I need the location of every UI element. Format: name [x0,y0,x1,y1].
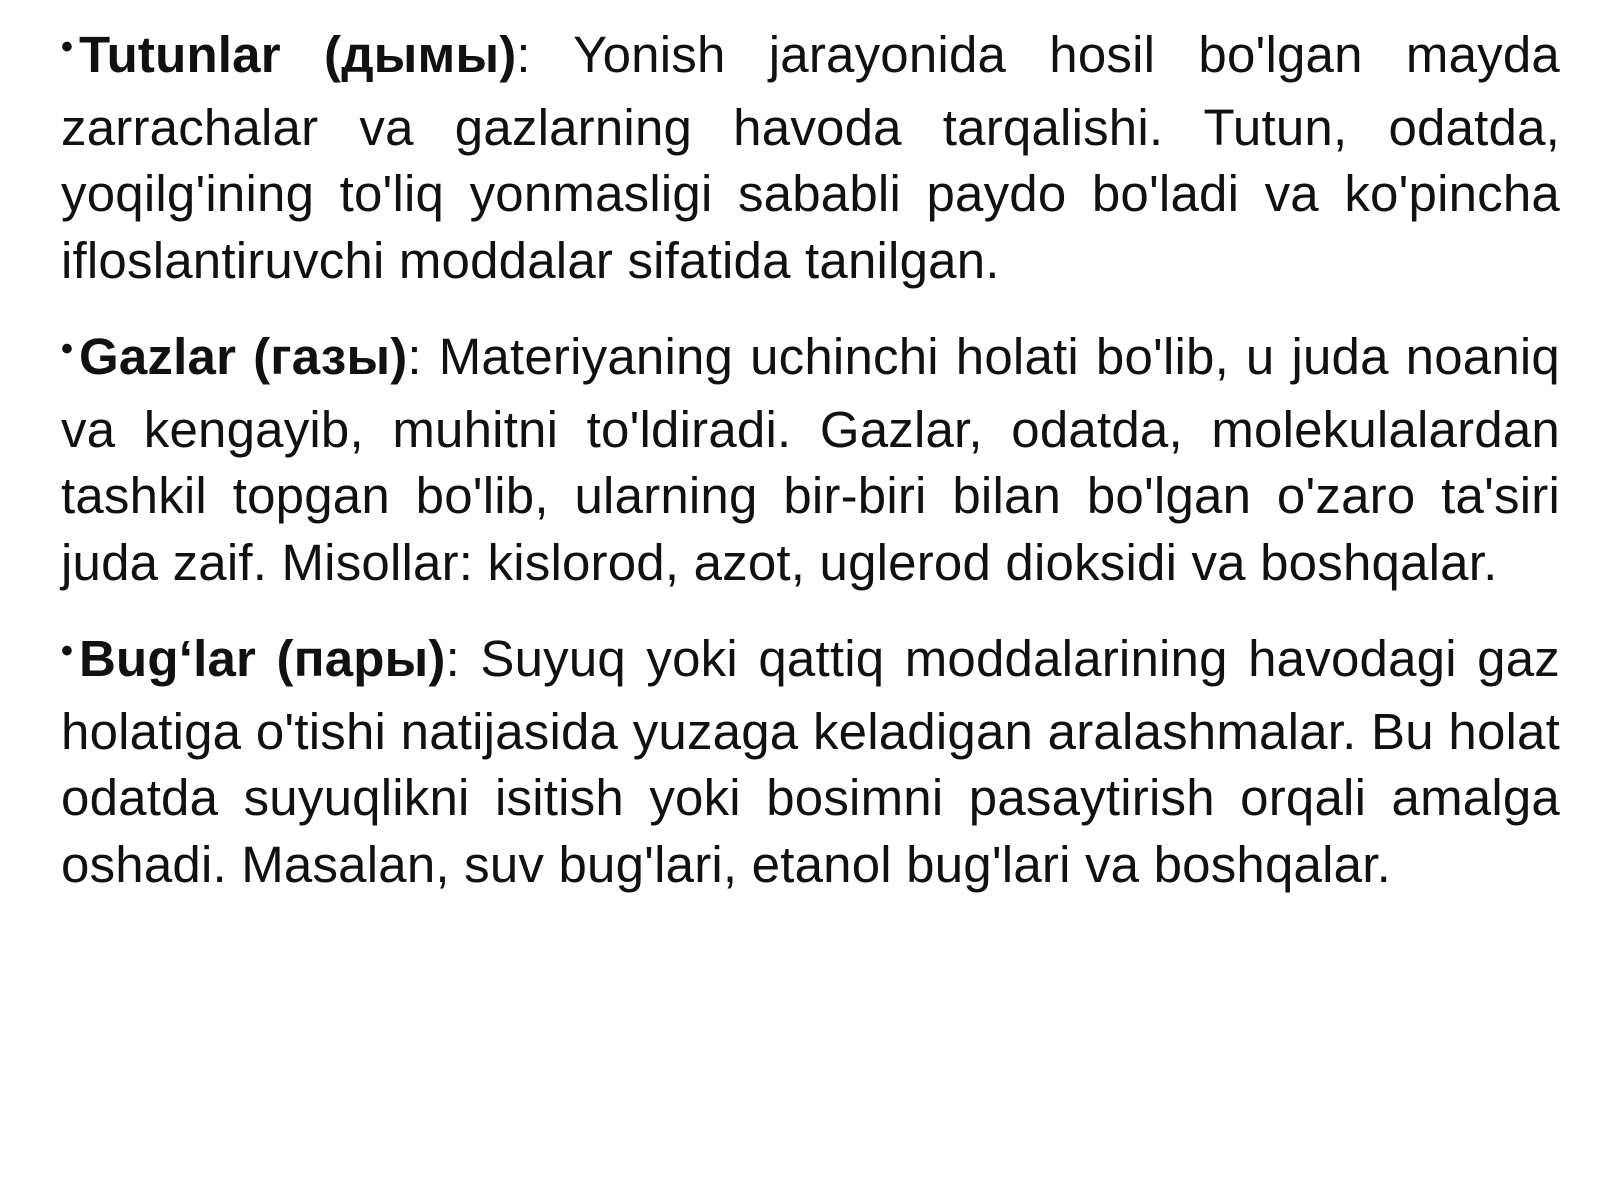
definition-gazlar [61,324,1560,596]
term-separator: : [407,328,422,385]
bullet-marker: • [61,632,74,670]
term-separator: : [516,26,531,83]
slide-content [61,22,1560,928]
bullet-marker: • [61,28,74,66]
term-buglar: Bug‘lar (пары) [79,630,446,687]
term-gazlar: Gazlar (газы) [79,328,408,385]
description-buglar: Suyuq yoki qattiq moddalarining havodagi gaz holatiga o'tishi natijasida yuzaga keladigan aralashmalar. Bu holat odatda suyuqlikni isitish yoki bosimni pasaytirish orqali amalga oshadi. Masalan, suv bug'lari, etanol bug'lari va boshqalar. [61,630,1560,893]
term-separator: : [445,630,460,687]
description-tutunlar: Yonish jarayonida hosil bo'lgan mayda zarrachalar va gazlarning havoda tarqalishi. Tutun, odatda, yoqilg'ining to'liq yonmasligi sababli paydo bo'ladi va ko'pincha ifloslantiruvchi moddalar sifatida tanilgan. [61,26,1560,289]
definition-tutunlar [61,22,1560,294]
description-gazlar: Materiyaning uchinchi holati bo'lib, u juda noaniq va kengayib, muhitni to'ldiradi. Gazlar, odatda, molekulalardan tashkil topgan bo'lib, ularning bir-biri bilan bo'lgan o'zaro ta'siri juda zaif. Misollar: kislorod, azot, uglerod dioksidi va boshqalar. [61,328,1560,591]
definition-buglar [61,626,1560,898]
term-tutunlar: Tutunlar (дымы) [79,26,517,83]
bullet-marker: • [61,330,74,368]
